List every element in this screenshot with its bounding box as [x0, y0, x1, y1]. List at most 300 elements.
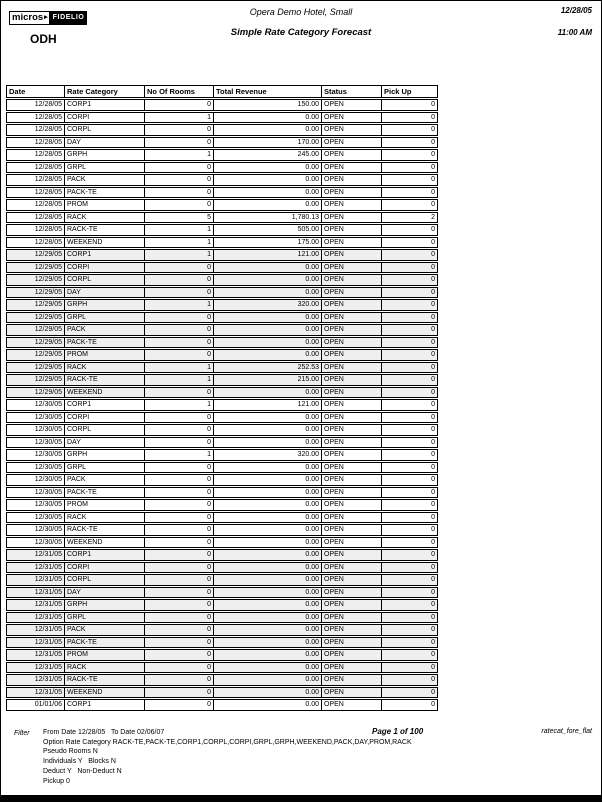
col-header-status: Status [322, 85, 382, 98]
cell-rate-category: PACK-TE [65, 487, 145, 499]
filter-lines [43, 728, 412, 786]
cell-status: OPEN [322, 524, 382, 536]
cell-pick-up: 0 [382, 474, 438, 486]
cell-total-revenue: 252.53 [214, 362, 322, 374]
cell-pick-up: 0 [382, 162, 438, 174]
cell-date: 12/31/05 [6, 599, 65, 611]
col-header-date: Date [6, 85, 65, 98]
table-row [6, 674, 438, 686]
table-row [6, 462, 438, 474]
cell-no-of-rooms: 0 [145, 674, 214, 686]
cell-total-revenue: 170.00 [214, 137, 322, 149]
cell-total-revenue: 0.00 [214, 587, 322, 599]
cell-date: 12/28/05 [6, 212, 65, 224]
cell-rate-category: DAY [65, 437, 145, 449]
cell-status: OPEN [322, 462, 382, 474]
cell-date: 12/30/05 [6, 424, 65, 436]
table-row [6, 349, 438, 361]
cell-total-revenue: 0.00 [214, 499, 322, 511]
cell-status: OPEN [322, 662, 382, 674]
cell-no-of-rooms: 0 [145, 337, 214, 349]
cell-status: OPEN [322, 162, 382, 174]
table-row [6, 624, 438, 636]
print-time: 11:00 AM [557, 28, 592, 37]
cell-pick-up: 0 [382, 187, 438, 199]
cell-status: OPEN [322, 99, 382, 111]
cell-no-of-rooms: 0 [145, 424, 214, 436]
cell-rate-category: PACK [65, 624, 145, 636]
forecast-table-body [6, 99, 438, 711]
cell-status: OPEN [322, 674, 382, 686]
cell-total-revenue: 320.00 [214, 299, 322, 311]
cell-status: OPEN [322, 687, 382, 699]
filter-line-deduct: Deduct Y Non-Deduct N [43, 767, 122, 775]
cell-date: 12/30/05 [6, 499, 65, 511]
cell-no-of-rooms: 0 [145, 412, 214, 424]
cell-status: OPEN [322, 187, 382, 199]
cell-status: OPEN [322, 337, 382, 349]
table-row [6, 124, 438, 136]
cell-status: OPEN [322, 587, 382, 599]
cell-status: OPEN [322, 112, 382, 124]
cell-total-revenue: 0.00 [214, 512, 322, 524]
cell-total-revenue: 0.00 [214, 487, 322, 499]
cell-pick-up: 0 [382, 199, 438, 211]
cell-rate-category: PROM [65, 499, 145, 511]
cell-no-of-rooms: 0 [145, 549, 214, 561]
cell-rate-category: PROM [65, 649, 145, 661]
cell-status: OPEN [322, 437, 382, 449]
cell-no-of-rooms: 0 [145, 262, 214, 274]
cell-date: 12/28/05 [6, 112, 65, 124]
table-row [6, 574, 438, 586]
table-row [6, 487, 438, 499]
cell-date: 12/29/05 [6, 274, 65, 286]
cell-pick-up: 0 [382, 174, 438, 186]
cell-total-revenue: 0.00 [214, 187, 322, 199]
cell-date: 12/29/05 [6, 324, 65, 336]
cell-status: OPEN [322, 512, 382, 524]
cell-date: 01/01/06 [6, 699, 65, 711]
cell-rate-category: PACK [65, 474, 145, 486]
cell-pick-up: 0 [382, 362, 438, 374]
filter-line-pickup: Pickup 0 [43, 777, 70, 785]
cell-rate-category: RACK-TE [65, 374, 145, 386]
cell-status: OPEN [322, 199, 382, 211]
cell-pick-up: 0 [382, 699, 438, 711]
cell-date: 12/29/05 [6, 249, 65, 261]
cell-total-revenue: 0.00 [214, 337, 322, 349]
cell-rate-category: WEEKEND [65, 387, 145, 399]
cell-no-of-rooms: 0 [145, 137, 214, 149]
table-row [6, 362, 438, 374]
cell-date: 12/31/05 [6, 687, 65, 699]
cell-status: OPEN [322, 387, 382, 399]
cell-status: OPEN [322, 287, 382, 299]
cell-pick-up: 0 [382, 662, 438, 674]
table-row [6, 524, 438, 536]
cell-total-revenue: 0.00 [214, 637, 322, 649]
table-row [6, 437, 438, 449]
cell-no-of-rooms: 0 [145, 349, 214, 361]
cell-rate-category: GRPL [65, 312, 145, 324]
table-row [6, 424, 438, 436]
cell-total-revenue: 0.00 [214, 424, 322, 436]
cell-no-of-rooms: 0 [145, 624, 214, 636]
logo-fidelio-label: FIDELIO [50, 11, 88, 25]
col-header-no-of-rooms: No Of Rooms [145, 85, 214, 98]
cell-status: OPEN [322, 374, 382, 386]
cell-rate-category: RACK [65, 662, 145, 674]
cell-status: OPEN [322, 537, 382, 549]
cell-no-of-rooms: 0 [145, 312, 214, 324]
filter-label: Filter [14, 730, 30, 737]
table-row [6, 137, 438, 149]
cell-no-of-rooms: 0 [145, 187, 214, 199]
cell-pick-up: 0 [382, 387, 438, 399]
cell-status: OPEN [322, 637, 382, 649]
cell-status: OPEN [322, 599, 382, 611]
cell-status: OPEN [322, 124, 382, 136]
cell-no-of-rooms: 0 [145, 512, 214, 524]
page-number: Page 1 of 100 [372, 727, 424, 736]
table-row [6, 637, 438, 649]
cell-no-of-rooms: 0 [145, 574, 214, 586]
cell-total-revenue: 0.00 [214, 199, 322, 211]
cell-total-revenue: 0.00 [214, 662, 322, 674]
cell-date: 12/31/05 [6, 549, 65, 561]
table-row [6, 162, 438, 174]
cell-rate-category: CORP1 [65, 99, 145, 111]
cell-total-revenue: 0.00 [214, 599, 322, 611]
cell-pick-up: 0 [382, 249, 438, 261]
cell-date: 12/30/05 [6, 399, 65, 411]
cell-pick-up: 0 [382, 112, 438, 124]
cell-total-revenue: 245.00 [214, 149, 322, 161]
cell-date: 12/30/05 [6, 462, 65, 474]
cell-total-revenue: 0.00 [214, 312, 322, 324]
cell-no-of-rooms: 0 [145, 474, 214, 486]
cell-pick-up: 0 [382, 237, 438, 249]
cell-total-revenue: 0.00 [214, 324, 322, 336]
cell-rate-category: GRPH [65, 149, 145, 161]
cell-date: 12/28/05 [6, 187, 65, 199]
property-code: ODH [30, 32, 57, 46]
cell-total-revenue: 0.00 [214, 287, 322, 299]
cell-rate-category: PACK-TE [65, 637, 145, 649]
table-row [6, 249, 438, 261]
cell-date: 12/30/05 [6, 512, 65, 524]
cell-date: 12/28/05 [6, 199, 65, 211]
cell-date: 12/31/05 [6, 674, 65, 686]
table-row [6, 599, 438, 611]
cell-status: OPEN [322, 699, 382, 711]
col-header-rate-category: Rate Category [65, 85, 145, 98]
cell-rate-category: CORP1 [65, 549, 145, 561]
cell-date: 12/29/05 [6, 349, 65, 361]
filter-line-rate-categories: Option Rate Category RACK-TE,PACK-TE,CORP1,CORPL,CORPI,GRPL,GRPH,WEEKEND,PACK,DAY,PROM,RACK [43, 738, 412, 746]
table-row [6, 374, 438, 386]
cell-rate-category: DAY [65, 587, 145, 599]
cell-no-of-rooms: 0 [145, 587, 214, 599]
cell-date: 12/28/05 [6, 99, 65, 111]
cell-total-revenue: 121.00 [214, 249, 322, 261]
cell-no-of-rooms: 0 [145, 274, 214, 286]
cell-date: 12/31/05 [6, 637, 65, 649]
cell-status: OPEN [322, 149, 382, 161]
cell-rate-category: RACK [65, 362, 145, 374]
cell-pick-up: 0 [382, 637, 438, 649]
cell-no-of-rooms: 0 [145, 537, 214, 549]
forecast-table-grid [6, 84, 438, 712]
cell-total-revenue: 121.00 [214, 399, 322, 411]
cell-status: OPEN [322, 249, 382, 261]
cell-no-of-rooms: 0 [145, 174, 214, 186]
cell-status: OPEN [322, 649, 382, 661]
cell-total-revenue: 0.00 [214, 274, 322, 286]
cell-rate-category: GRPH [65, 449, 145, 461]
cell-rate-category: RACK-TE [65, 524, 145, 536]
cell-pick-up: 0 [382, 562, 438, 574]
cell-pick-up: 0 [382, 374, 438, 386]
cell-no-of-rooms: 0 [145, 162, 214, 174]
cell-pick-up: 0 [382, 137, 438, 149]
cell-pick-up: 0 [382, 587, 438, 599]
cell-date: 12/28/05 [6, 174, 65, 186]
cell-total-revenue: 0.00 [214, 624, 322, 636]
cell-no-of-rooms: 0 [145, 662, 214, 674]
cell-no-of-rooms: 1 [145, 112, 214, 124]
cell-status: OPEN [322, 499, 382, 511]
cell-rate-category: CORP1 [65, 399, 145, 411]
cell-no-of-rooms: 0 [145, 124, 214, 136]
cell-no-of-rooms: 0 [145, 387, 214, 399]
print-date: 12/28/05 [560, 6, 592, 15]
cell-status: OPEN [322, 274, 382, 286]
cell-total-revenue: 0.00 [214, 162, 322, 174]
cell-pick-up: 0 [382, 99, 438, 111]
table-row [6, 537, 438, 549]
table-row [6, 199, 438, 211]
table-row [6, 174, 438, 186]
cell-rate-category: CORP1 [65, 249, 145, 261]
cell-pick-up: 0 [382, 149, 438, 161]
cell-pick-up: 0 [382, 424, 438, 436]
cell-rate-category: PACK-TE [65, 187, 145, 199]
cell-rate-category: GRPL [65, 612, 145, 624]
cell-no-of-rooms: 5 [145, 212, 214, 224]
cell-no-of-rooms: 0 [145, 649, 214, 661]
cell-total-revenue: 0.00 [214, 612, 322, 624]
cell-total-revenue: 215.00 [214, 374, 322, 386]
cell-no-of-rooms: 1 [145, 374, 214, 386]
cell-total-revenue: 0.00 [214, 524, 322, 536]
bottom-edge-bar [1, 795, 601, 801]
cell-rate-category: PACK [65, 174, 145, 186]
cell-pick-up: 0 [382, 512, 438, 524]
cell-pick-up: 0 [382, 524, 438, 536]
table-row [6, 274, 438, 286]
cell-date: 12/31/05 [6, 662, 65, 674]
cell-no-of-rooms: 1 [145, 449, 214, 461]
table-row [6, 112, 438, 124]
cell-total-revenue: 0.00 [214, 387, 322, 399]
cell-date: 12/31/05 [6, 574, 65, 586]
cell-status: OPEN [322, 224, 382, 236]
cell-status: OPEN [322, 324, 382, 336]
cell-total-revenue: 0.00 [214, 174, 322, 186]
cell-total-revenue: 0.00 [214, 462, 322, 474]
cell-date: 12/28/05 [6, 162, 65, 174]
cell-rate-category: CORPL [65, 424, 145, 436]
col-header-pick-up: Pick Up [382, 85, 438, 98]
cell-total-revenue: 320.00 [214, 449, 322, 461]
cell-date: 12/29/05 [6, 374, 65, 386]
table-row [6, 562, 438, 574]
cell-pick-up: 0 [382, 462, 438, 474]
table-row [6, 687, 438, 699]
cell-date: 12/31/05 [6, 649, 65, 661]
table-row [6, 212, 438, 224]
cell-no-of-rooms: 1 [145, 224, 214, 236]
cell-pick-up: 0 [382, 649, 438, 661]
cell-no-of-rooms: 1 [145, 299, 214, 311]
cell-rate-category: CORPI [65, 412, 145, 424]
cell-date: 12/30/05 [6, 437, 65, 449]
filter-line-individuals-blocks: Individuals Y Blocks N [43, 758, 116, 766]
cell-total-revenue: 505.00 [214, 224, 322, 236]
cell-total-revenue: 150.00 [214, 99, 322, 111]
cell-pick-up: 2 [382, 212, 438, 224]
cell-total-revenue: 0.00 [214, 124, 322, 136]
cell-date: 12/30/05 [6, 537, 65, 549]
table-row [6, 237, 438, 249]
cell-status: OPEN [322, 174, 382, 186]
table-row [6, 449, 438, 461]
cell-total-revenue: 0.00 [214, 349, 322, 361]
cell-date: 12/29/05 [6, 287, 65, 299]
cell-pick-up: 0 [382, 549, 438, 561]
cell-pick-up: 0 [382, 274, 438, 286]
cell-rate-category: GRPH [65, 599, 145, 611]
cell-rate-category: PROM [65, 349, 145, 361]
cell-total-revenue: 0.00 [214, 412, 322, 424]
cell-rate-category: RACK [65, 212, 145, 224]
cell-date: 12/28/05 [6, 137, 65, 149]
table-row [6, 549, 438, 561]
table-row [6, 474, 438, 486]
cell-total-revenue: 0.00 [214, 699, 322, 711]
cell-status: OPEN [322, 299, 382, 311]
cell-pick-up: 0 [382, 624, 438, 636]
cell-date: 12/31/05 [6, 612, 65, 624]
table-row [6, 262, 438, 274]
cell-no-of-rooms: 1 [145, 249, 214, 261]
cell-pick-up: 0 [382, 687, 438, 699]
cell-no-of-rooms: 0 [145, 324, 214, 336]
filter-line-pseudo-rooms: Pseudo Rooms N [43, 748, 98, 756]
cell-status: OPEN [322, 562, 382, 574]
cell-date: 12/29/05 [6, 312, 65, 324]
cell-pick-up: 0 [382, 412, 438, 424]
cell-total-revenue: 0.00 [214, 112, 322, 124]
cell-rate-category: CORPI [65, 562, 145, 574]
cell-date: 12/31/05 [6, 587, 65, 599]
cell-date: 12/29/05 [6, 262, 65, 274]
cell-total-revenue: 0.00 [214, 537, 322, 549]
report-file-id: ratecat_fore_flat [541, 728, 592, 735]
report-title: Simple Rate Category Forecast [230, 27, 372, 38]
cell-date: 12/28/05 [6, 149, 65, 161]
cell-no-of-rooms: 0 [145, 562, 214, 574]
cell-rate-category: CORPL [65, 574, 145, 586]
cell-no-of-rooms: 0 [145, 99, 214, 111]
cell-pick-up: 0 [382, 124, 438, 136]
table-row [6, 187, 438, 199]
cell-pick-up: 0 [382, 312, 438, 324]
cell-rate-category: CORPI [65, 112, 145, 124]
table-header-row [6, 85, 438, 98]
cell-rate-category: DAY [65, 137, 145, 149]
cell-status: OPEN [322, 424, 382, 436]
cell-no-of-rooms: 0 [145, 524, 214, 536]
cell-status: OPEN [322, 349, 382, 361]
cell-rate-category: GRPH [65, 299, 145, 311]
cell-date: 12/29/05 [6, 362, 65, 374]
cell-rate-category: RACK-TE [65, 224, 145, 236]
filter-line-dates: From Date 12/28/05 To Date 02/06/07 [43, 729, 165, 736]
cell-rate-category: RACK-TE [65, 674, 145, 686]
cell-total-revenue: 175.00 [214, 237, 322, 249]
table-row [6, 337, 438, 349]
cell-no-of-rooms: 1 [145, 362, 214, 374]
cell-pick-up: 0 [382, 537, 438, 549]
cell-date: 12/29/05 [6, 337, 65, 349]
cell-rate-category: PACK-TE [65, 337, 145, 349]
cell-date: 12/31/05 [6, 562, 65, 574]
cell-no-of-rooms: 0 [145, 437, 214, 449]
cell-pick-up: 0 [382, 674, 438, 686]
cell-status: OPEN [322, 624, 382, 636]
cell-rate-category: GRPL [65, 162, 145, 174]
cell-rate-category: CORP1 [65, 699, 145, 711]
cell-no-of-rooms: 1 [145, 237, 214, 249]
cell-date: 12/30/05 [6, 449, 65, 461]
cell-no-of-rooms: 0 [145, 599, 214, 611]
table-row [6, 399, 438, 411]
cell-date: 12/28/05 [6, 124, 65, 136]
cell-rate-category: GRPL [65, 462, 145, 474]
cell-no-of-rooms: 0 [145, 612, 214, 624]
cell-no-of-rooms: 0 [145, 499, 214, 511]
table-row [6, 299, 438, 311]
cell-rate-category: WEEKEND [65, 537, 145, 549]
cell-status: OPEN [322, 137, 382, 149]
cell-date: 12/28/05 [6, 237, 65, 249]
cell-status: OPEN [322, 262, 382, 274]
cell-total-revenue: 0.00 [214, 437, 322, 449]
cell-pick-up: 0 [382, 437, 438, 449]
cell-status: OPEN [322, 574, 382, 586]
table-row [6, 662, 438, 674]
cell-pick-up: 0 [382, 299, 438, 311]
cell-rate-category: WEEKEND [65, 237, 145, 249]
cell-rate-category: PROM [65, 199, 145, 211]
cell-no-of-rooms: 0 [145, 687, 214, 699]
cell-no-of-rooms: 0 [145, 699, 214, 711]
cell-rate-category: PACK [65, 324, 145, 336]
cell-status: OPEN [322, 362, 382, 374]
